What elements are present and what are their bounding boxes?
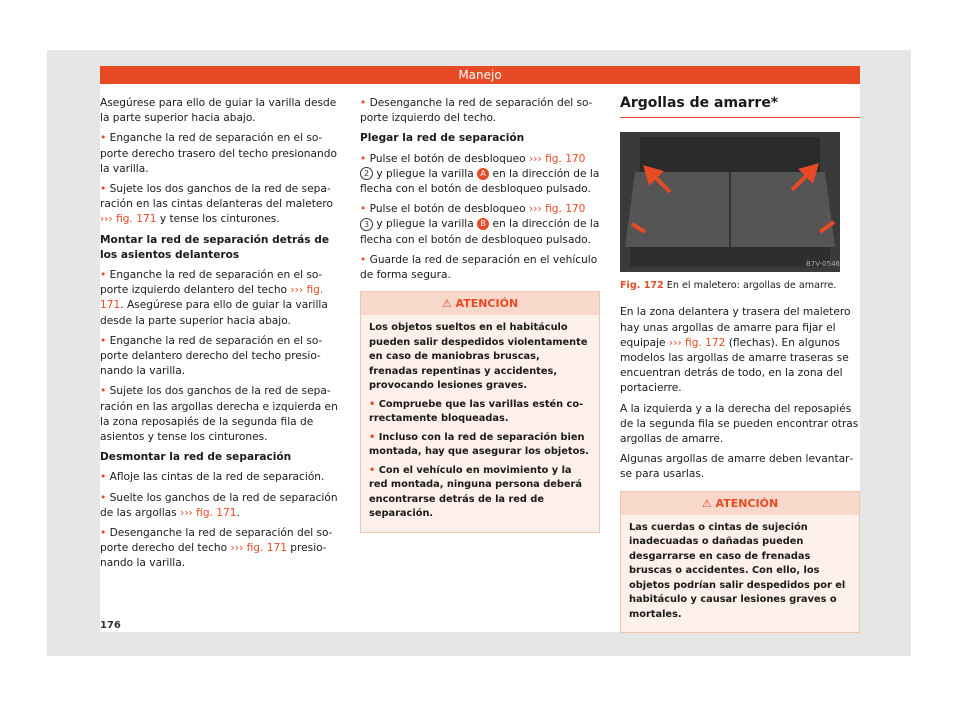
warning-bullet: • Compruebe que las varillas estén correctamente bloqueadas. [369, 398, 591, 427]
subheading: Desmontar la red de separación [100, 451, 292, 464]
subheading: Montar la red de separación detrás de los asientos delanteros [100, 233, 330, 261]
paragraph: En la zona delantera y trasera del maletero hay unas argollas de amarre para fijar el equipaje ››› fig. 172 (flechas). En algunos modelos las argollas de amarre traseras se encuentran detrás de todo, en la zona del portacierre. [620, 306, 851, 395]
warning-bullet: • Incluso con la red de separación bien montada, hay que asegurar los objetos. [369, 431, 591, 460]
fig-link[interactable]: fig. 171 [246, 542, 287, 555]
warning-icon: ⚠ [441, 297, 452, 311]
bullet-item: • Sujete los dos ganchos de la red de separación en las argollas derecha e izquierda en la zona reposapiés de la segunda fila de asientos y tense los cinturones. [100, 384, 340, 445]
fig-link[interactable]: fig. 170 [545, 203, 586, 216]
bullet-item: • Pulse el botón de desbloqueo ››› fig. 170 2 y pliegue la varilla A en la dirección de la flecha con el botón de desbloqueo pulsado. [360, 152, 600, 198]
bullet-item: • Sujete los dos ganchos de la red de separación en las cintas delanteras del maletero ››› fig. 171 y tense los cinturones. [100, 182, 340, 228]
warning-text: Los objetos sueltos en el habitáculo pueden salir despedidos violentamente en caso de maniobras bruscas, frenadas repentinas y accidentes, provocando lesiones graves. [369, 322, 588, 392]
bullet-item: • Suelte los ganchos de la red de separación de las argollas ››› fig. 171. [100, 491, 340, 521]
callout-number: 2 [360, 167, 373, 180]
callout-letter: A [477, 168, 489, 180]
subheading: Plegar la red de separación [360, 132, 525, 145]
trunk-illustration [620, 132, 840, 272]
section-title: Argollas de amarre* [620, 96, 860, 118]
bullet-item: • Pulse el botón de desbloqueo ››› fig. 170 3 y pliegue la varilla B en la dirección de la flecha con el botón de desbloqueo pulsado. [360, 202, 600, 248]
callout-number: 3 [360, 218, 373, 231]
fig-link[interactable]: fig. 171 [116, 213, 157, 226]
column-3 [620, 96, 860, 633]
page-number: 176 [100, 620, 121, 631]
warning-box [620, 491, 860, 634]
bullet-item: • Desenganche la red de separación del soporte izquierdo del techo. [360, 96, 600, 126]
warning-bullet: • Con el vehículo en movimiento y la red montada, ninguna persona deberá encontrarse detrás de la red de separación. [369, 464, 591, 522]
warning-header: ⚠ ATENCIÓN [361, 292, 599, 315]
bullet-item: • Enganche la red de separación en el soporte delantero derecho del techo presionando la varilla. [100, 334, 340, 380]
warning-body [361, 315, 599, 532]
fig-link[interactable]: fig. 170 [545, 152, 586, 165]
warning-box [360, 291, 600, 533]
paragraph: Algunas argollas de amarre deben levantarse para usarlas. [620, 453, 854, 481]
warning-body [621, 515, 859, 633]
column-1 [100, 96, 340, 577]
paragraph: Asegúrese para ello de guiar la varilla desde la parte superior hacia abajo. [100, 97, 337, 125]
bullet-item: • Guarde la red de separación en el vehículo de forma segura. [360, 253, 600, 283]
warning-icon: ⚠ [701, 496, 712, 510]
fig-link[interactable]: fig. 171 [196, 506, 237, 519]
section-header: Manejo [100, 66, 860, 84]
bullet-item: • Desenganche la red de separación del soporte derecho del techo ››› fig. 171 presionando la varilla. [100, 526, 340, 572]
warning-header: ⚠ ATENCIÓN [621, 492, 859, 515]
column-2 [360, 96, 600, 533]
figure-code: B7V-0546 [806, 260, 840, 269]
callout-letter: B [477, 218, 489, 230]
fig-link[interactable]: fig. 171 [100, 284, 324, 312]
figure-caption: Fig. 172 En el maletero: argollas de amarre. [620, 280, 837, 292]
paragraph: A la izquierda y a la derecha del reposapiés de la segunda fila se pueden encontrar otras argollas de amarre. [620, 402, 859, 446]
bullet-item: • Enganche la red de separación en el soporte izquierdo delantero del techo ››› fig. 171. Asegúrese para ello de guiar la varilla desde la parte superior hacia abajo. [100, 268, 340, 329]
bullet-item: • Enganche la red de separación en el soporte derecho trasero del techo presionando la varilla. [100, 131, 340, 177]
bullet-item: • Afloje las cintas de la red de separación. [100, 470, 340, 485]
warning-text: Las cuerdas o cintas de sujeción inadecuadas o dañadas pueden desgarrarse en caso de frenadas bruscas o accidentes. Con ello, los objetos podrían salir despedidos por el habitáculo y causar lesiones graves o mortales. [629, 521, 846, 620]
fig-link[interactable]: fig. 172 [685, 336, 726, 349]
trunk-figure [620, 132, 840, 272]
